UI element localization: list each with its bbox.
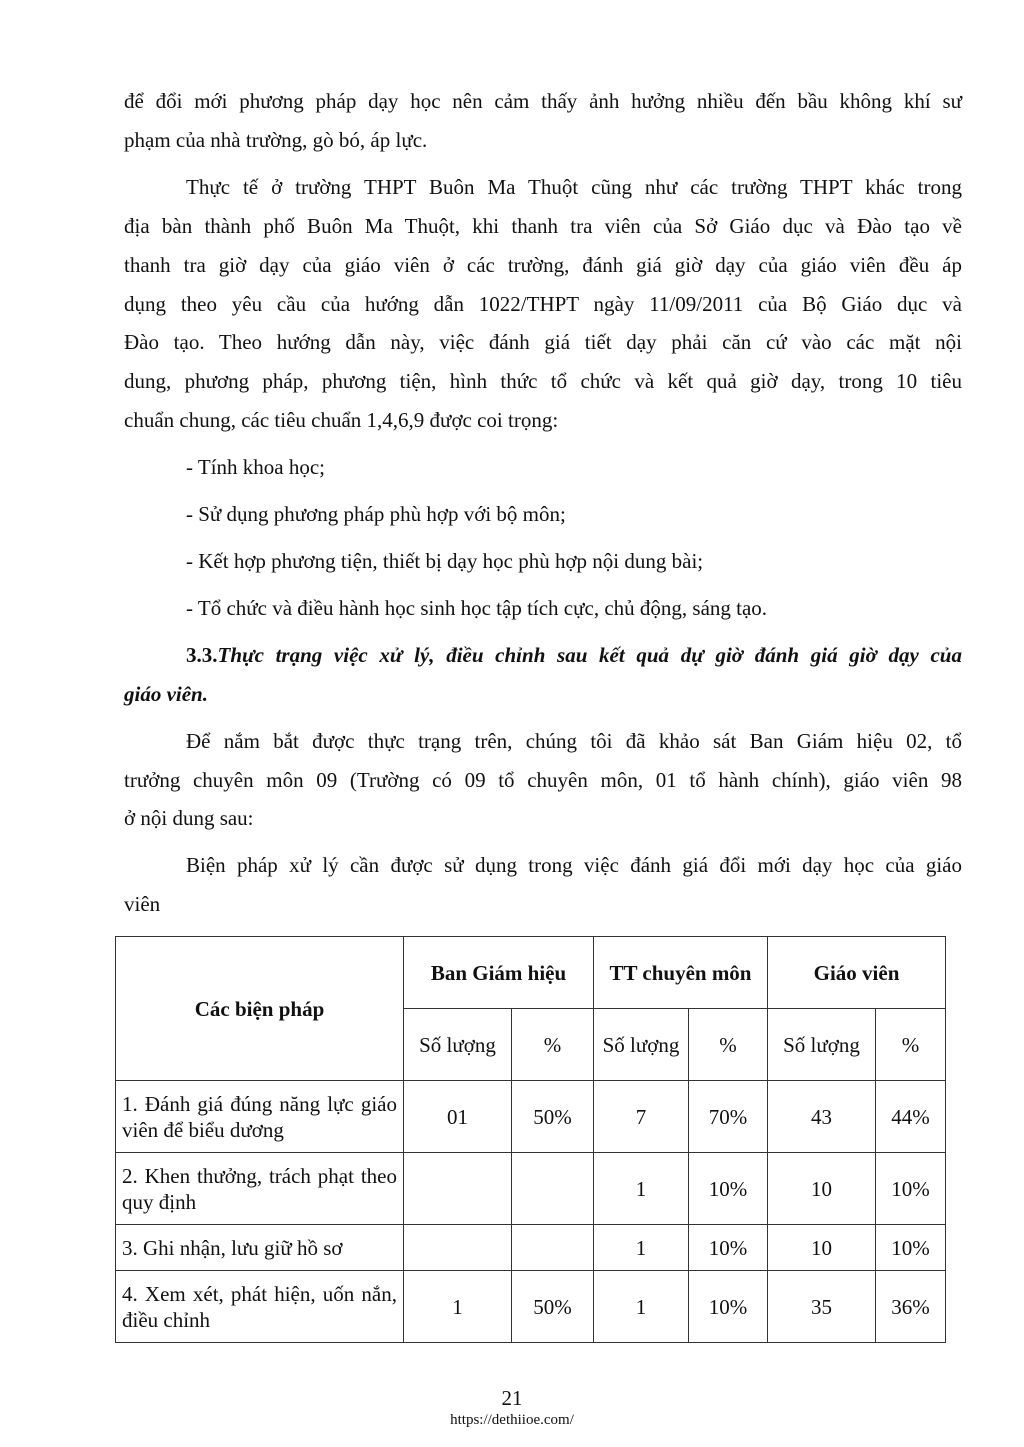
value-cell: 10% [876, 1225, 946, 1271]
value-cell: 7 [594, 1081, 689, 1153]
value-cell: 1 [404, 1271, 512, 1343]
header-teachers: Giáo viên [768, 937, 946, 1009]
header-count: Số lượng [768, 1009, 876, 1081]
value-cell: 70% [689, 1081, 768, 1153]
value-cell: 10 [768, 1153, 876, 1225]
paragraph-line: dụng theo yêu cầu của hướng dẫn 1022/THPT ngày 11/09/2011 của Bộ Giáo dục và [124, 292, 962, 316]
value-cell [512, 1153, 594, 1225]
measure-cell: 1. Đánh giá đúng năng lực giáo viên để biểu dương [116, 1081, 404, 1153]
paragraph-line: trưởng chuyên môn 09 (Trường có 09 tổ chuyên môn, 01 tổ hành chính), giáo viên 98 [124, 768, 962, 792]
paragraph-line: thanh tra giờ dạy của giáo viên ở các trường, đánh giá giờ dạy của giáo viên đều áp [124, 253, 962, 277]
value-cell [512, 1225, 594, 1271]
table-row [116, 1153, 946, 1225]
header-count: Số lượng [594, 1009, 689, 1081]
paragraph-line: viên [124, 892, 161, 916]
header-dept-heads: TT chuyên môn [594, 937, 768, 1009]
value-cell: 1 [594, 1225, 689, 1271]
value-cell: 10% [689, 1225, 768, 1271]
section-heading-cont [124, 682, 962, 706]
value-cell: 44% [876, 1081, 946, 1153]
footer-url: https://dethiioe.com/ [450, 1412, 574, 1428]
value-cell: 10% [876, 1153, 946, 1225]
bullet-item: - Kết hợp phương tiện, thiết bị dạy học phù hợp nội dung bài; [186, 549, 704, 573]
paragraph-line: Để nắm bắt được thực trạng trên, chúng tôi đã khảo sát Ban Giám hiệu 02, tổ [186, 729, 962, 753]
value-cell: 50% [512, 1081, 594, 1153]
page-number: 21 [501, 1386, 523, 1410]
paragraph-line: Thực tế ở trường THPT Buôn Ma Thuột cũng như các trường THPT khác trong [186, 175, 962, 199]
section-title-cont: giáo viên. [124, 682, 208, 706]
value-cell: 1 [594, 1271, 689, 1343]
table-row [116, 1225, 946, 1271]
measure-cell: 4. Xem xét, phát hiện, uốn nắn, điều chỉnh [116, 1271, 404, 1343]
paragraph-line: địa bàn thành phố Buôn Ma Thuột, khi thanh tra viên của Sở Giáo dục và Đào tạo về [124, 214, 962, 238]
survey-table [115, 936, 946, 1343]
bullet-item: - Sử dụng phương pháp phù hợp với bộ môn; [186, 502, 566, 526]
value-cell [404, 1153, 512, 1225]
header-percent: % [689, 1009, 768, 1081]
table-row [116, 1081, 946, 1153]
paragraph-line: Đào tạo. Theo hướng dẫn này, việc đánh giá tiết dạy phải căn cứ vào các mặt nội [124, 330, 962, 354]
paragraph-line: để đổi mới phương pháp dạy học nên cảm thấy ảnh hưởng nhiều đến bầu không khí sư [124, 89, 962, 113]
header-percent: % [876, 1009, 946, 1081]
table-row [116, 1271, 946, 1343]
measure-cell: 2. Khen thưởng, trách phạt theo quy định [116, 1153, 404, 1225]
value-cell [404, 1225, 512, 1271]
paragraph-line: Biện pháp xử lý cần được sử dụng trong việc đánh giá đổi mới dạy học của giáo [186, 853, 962, 877]
header-measures: Các biện pháp [116, 937, 404, 1081]
section-title: Thực trạng việc xử lý, điều chỉnh sau kết quả dự giờ đánh giá giờ dạy của [217, 643, 962, 667]
header-percent: % [512, 1009, 594, 1081]
paragraph-line: chuẩn chung, các tiêu chuẩn 1,4,6,9 được coi trọng: [124, 408, 559, 432]
value-cell: 43 [768, 1081, 876, 1153]
value-cell: 10% [689, 1271, 768, 1343]
value-cell: 1 [594, 1153, 689, 1225]
header-principals: Ban Giám hiệu [404, 937, 594, 1009]
value-cell: 36% [876, 1271, 946, 1343]
bullet-item: - Tổ chức và điều hành học sinh học tập tích cực, chủ động, sáng tạo. [186, 596, 768, 620]
measure-cell: 3. Ghi nhận, lưu giữ hồ sơ [116, 1225, 404, 1271]
header-count: Số lượng [404, 1009, 512, 1081]
value-cell: 10% [689, 1153, 768, 1225]
paragraph-line: ở nội dung sau: [124, 806, 254, 830]
value-cell: 10 [768, 1225, 876, 1271]
section-heading [186, 643, 962, 667]
section-number: 3.3. [186, 643, 218, 667]
bullet-item: - Tính khoa học; [186, 455, 326, 479]
paragraph-line: phạm của nhà trường, gò bó, áp lực. [124, 128, 428, 152]
value-cell: 01 [404, 1081, 512, 1153]
paragraph-line: dung, phương pháp, phương tiện, hình thức tổ chức và kết quả giờ dạy, trong 10 tiêu [124, 369, 962, 393]
value-cell: 50% [512, 1271, 594, 1343]
value-cell: 35 [768, 1271, 876, 1343]
